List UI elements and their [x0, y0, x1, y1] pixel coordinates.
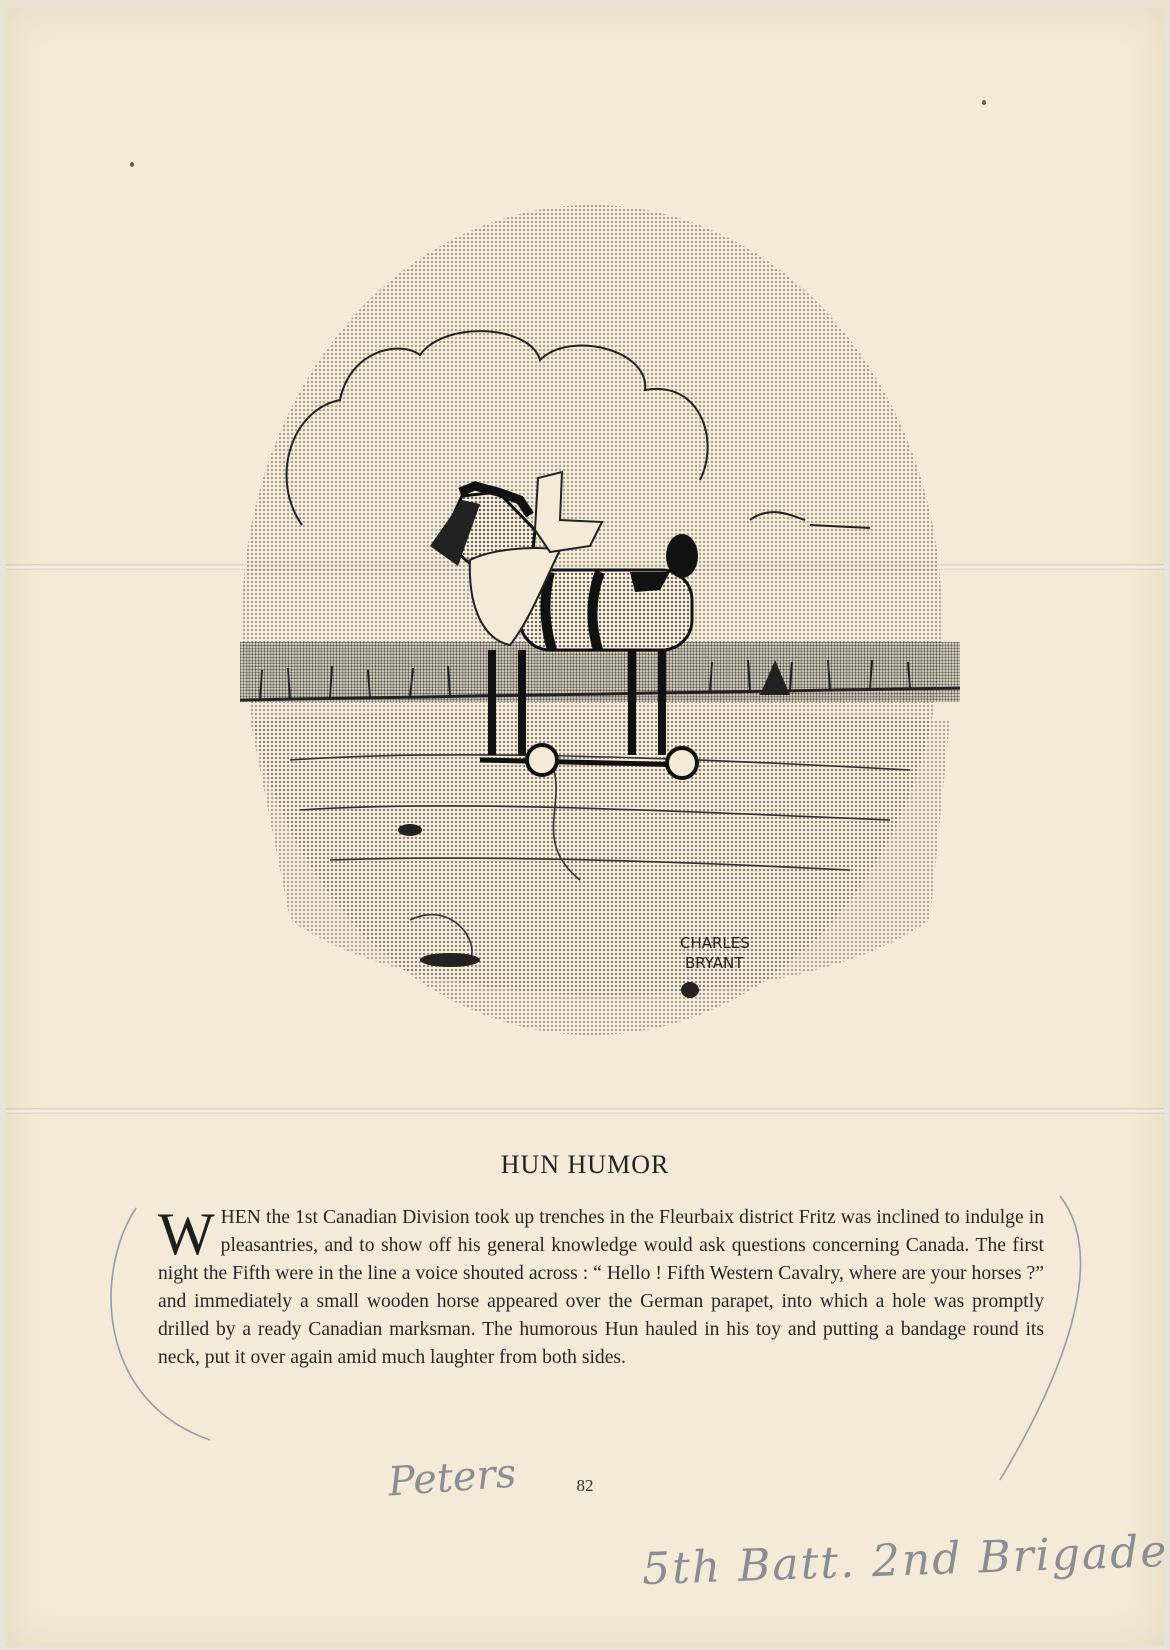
handwritten-name: Peters	[386, 1450, 518, 1506]
handwritten-unit: 5th Batt. 2nd Brigade	[641, 1525, 1170, 1596]
artist-signature-line2: BRYANT	[685, 954, 744, 972]
wooden-horse-illustration	[230, 200, 970, 1070]
paper-speck	[130, 162, 134, 167]
drop-cap: W	[158, 1201, 215, 1267]
story-paragraph	[158, 1201, 1044, 1372]
artist-signature-line1: CHARLES	[680, 934, 750, 952]
fold-line-lower	[6, 1108, 1164, 1114]
page-title: HUN HUMOR	[500, 1150, 670, 1179]
paper-speck	[982, 100, 986, 105]
page-number: 82	[576, 1476, 594, 1495]
story-text: HEN the 1st Canadian Division took up trenches in the Fleurbaix district Fritz was inclined to indulge in pleasantries, and to show off his general knowledge would ask questions concerning Canada. The first night the Fifth were in the line a voice shouted across : “ Hello ! Fifth Western Cavalry, where are your horses ?” and immediately a small wooden horse appeared over the German parapet, into which a hole was promptly drilled by a ready Canadian marksman. The humorous Hun hauled in his toy and putting a bandage round its neck, put it over again amid much laughter from both sides.	[158, 1207, 1044, 1368]
